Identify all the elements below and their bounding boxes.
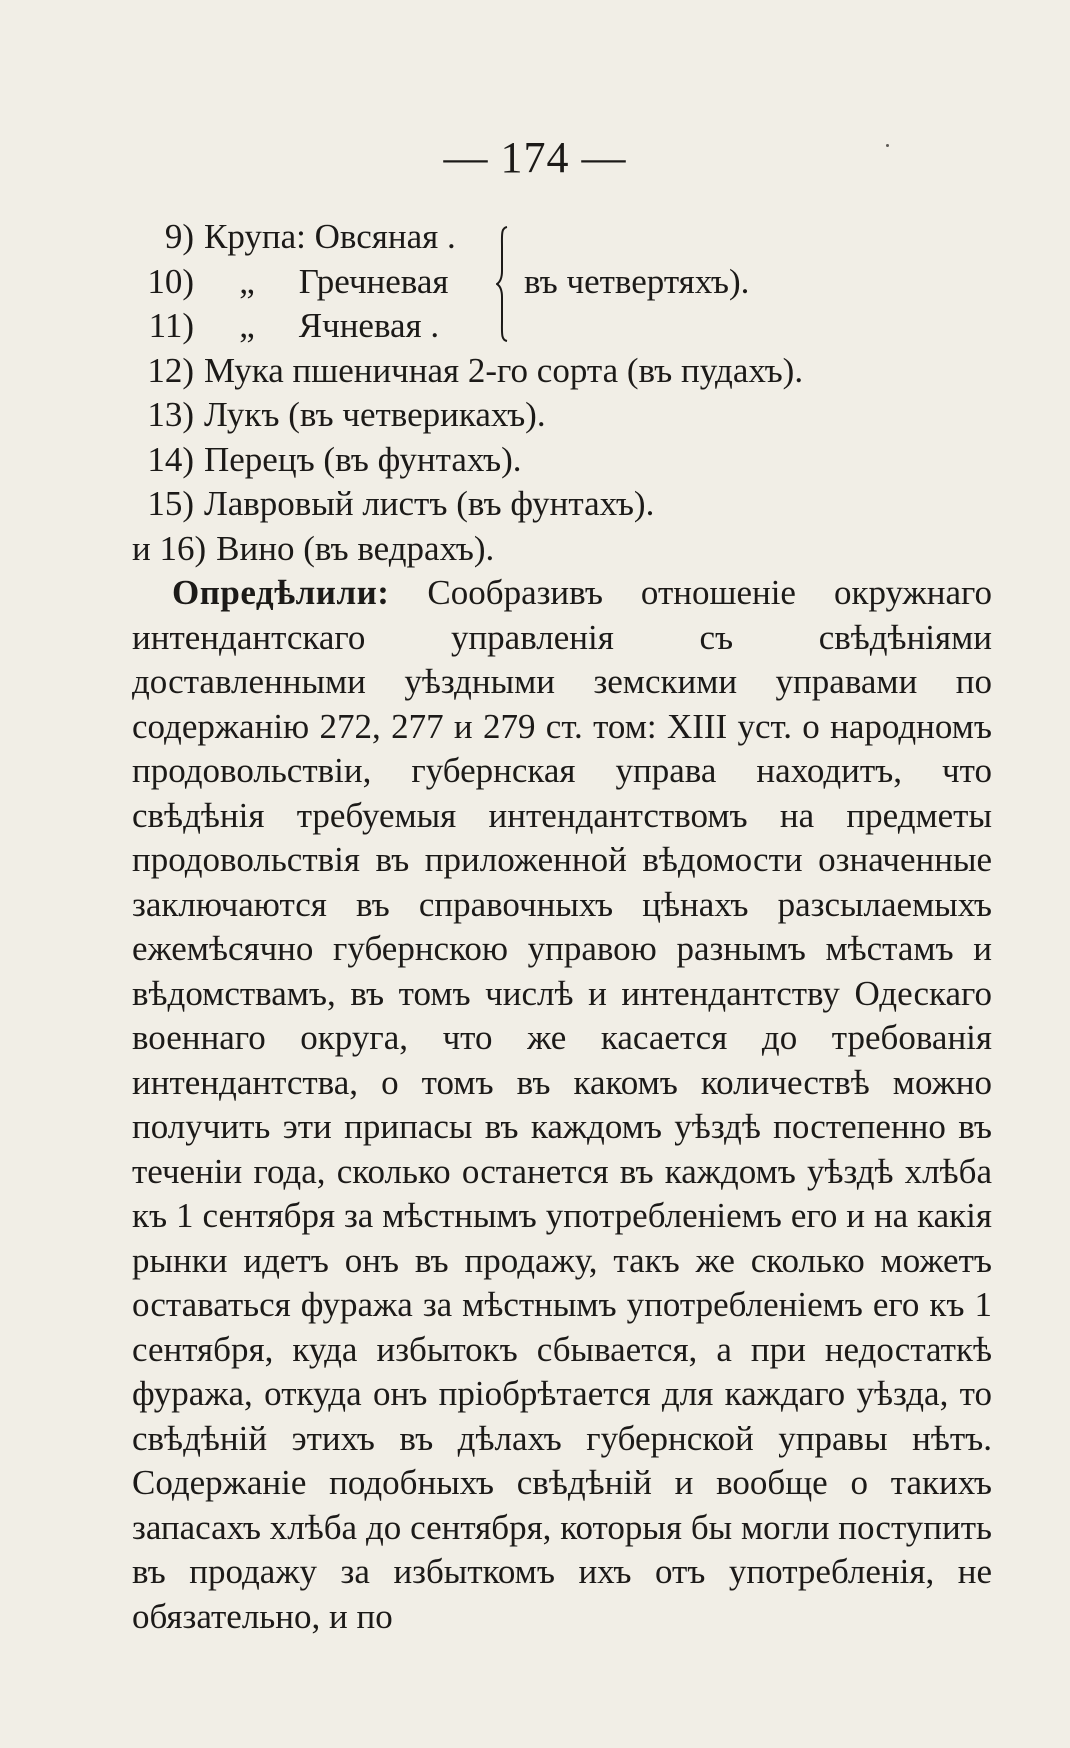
list-item-number: и 16) [132,528,207,568]
list-item-number: 10) [147,261,194,301]
list-item [132,304,992,349]
resolution-text: Сообразивъ отношеніе окружнаго интендантскаго управленія съ свѣдѣніями доставленными уѣздными земскими управами по содержанію 272, 277 и 279 ст. том: XIII уст. о народномъ продовольствіи, губернская управа находитъ, что свѣдѣнія требуемыя интендантствомъ на предметы продовольствія въ приложенной вѣдомости означенные заключаются въ справочныхъ цѣнахъ разсылаемыхъ ежемѣсячно губернскою управою разнымъ мѣстамъ и вѣдомствамъ, въ томъ числѣ и интендантству Одескаго военнаго округа, что же касается до требованія интендантства, о томъ въ какомъ количествѣ можно получить эти припасы въ каждомъ уѣздѣ постепенно въ теченіи года, сколько останется въ каждомъ уѣздѣ хлѣба къ 1 сентября за мѣстнымъ употребленіемъ его и на какія рынки идетъ онъ въ продажу, такъ же сколько можетъ оставаться фуража за мѣстнымъ употребленіемъ его къ 1 сентября, куда избытокъ сбывается, а при недостаткѣ фуража, откуда онъ пріобрѣтается для каждаго уѣзда, то свѣдѣній этихъ въ дѣлахъ губернской управы нѣтъ. Содержаніе подобныхъ свѣдѣній и вообще о такихъ запасахъ хлѣба до сентября, которыя бы могли поступить въ продажу за избыткомъ ихъ отъ употребленія, не обязательно, и по [132,573,992,1636]
print-speck [886,144,889,147]
resolution-lead-word: Опредѣлили: [172,573,390,612]
list-item [132,215,992,260]
list-item-text: Мука пшеничная 2-го сорта (въ пудахъ). [204,350,804,390]
resolution-paragraph [132,571,992,1639]
list-item [132,438,992,483]
page-number: — 174 — [443,133,627,182]
list-item-number: 14) [147,439,194,479]
list-item [132,527,992,572]
list-item-number: 13) [147,395,194,434]
list-item-text: Перецъ (въ фунтахъ). [204,439,522,479]
list-item-number: 15) [147,484,194,523]
list-item-lead: Крупа: [204,217,306,256]
grain-unit-note: въ четвертяхъ). [524,261,750,301]
list-item-number: 12) [147,350,194,390]
list-item [132,349,992,394]
ditto-mark: „ [239,261,255,301]
list-item-name: Ячневая . [298,306,440,345]
list-item-number: 9) [164,217,194,256]
grain-list-group [132,215,992,349]
curly-brace-icon [496,225,510,343]
list-item-name: Овсяная . [314,217,456,256]
list-item-number: 11) [148,306,194,345]
list-item-text: Лукъ (въ четверикахъ). [204,395,546,434]
list-item-name: Гречневая [298,261,449,301]
list-item [132,482,992,527]
list-item-text: Лавровый листъ (въ фунтахъ). [204,484,655,523]
list-item [132,393,992,438]
list-item-text: Вино (въ ведрахъ). [216,528,495,568]
ditto-mark: „ [239,306,255,345]
text-column [132,215,992,1639]
